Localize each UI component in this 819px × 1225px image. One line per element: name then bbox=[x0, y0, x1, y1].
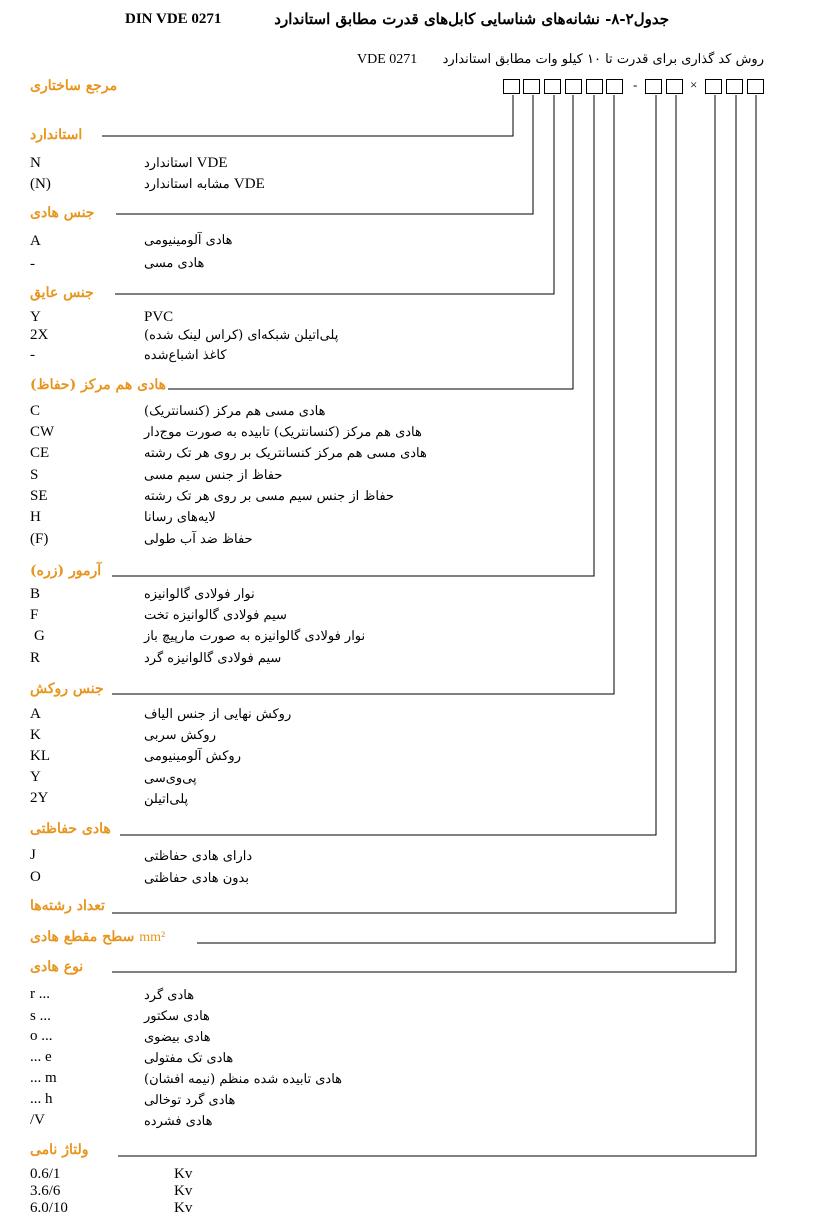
code-value: J bbox=[30, 847, 36, 863]
code-description: هادی گرد توخالی bbox=[144, 1093, 236, 1108]
code-times-separator: × bbox=[690, 77, 698, 92]
code-value: (N) bbox=[30, 176, 51, 192]
code-description: نوار فولادی گالوانیزه bbox=[144, 587, 255, 602]
code-value: 2Y bbox=[30, 790, 49, 806]
section-heading: جنس عایق bbox=[30, 285, 94, 301]
section-heading: جنس روکش bbox=[30, 681, 104, 697]
section-heading: تعداد رشته‌ها bbox=[30, 898, 105, 914]
code-dash-separator: - bbox=[633, 77, 638, 92]
code-value: N bbox=[30, 155, 41, 171]
code-description: روکش سربی bbox=[144, 728, 216, 743]
code-value: r ... bbox=[30, 986, 50, 1002]
section-heading: هادی هم مرکز (حفاظ) bbox=[30, 377, 166, 393]
code-value: (F) bbox=[30, 531, 49, 547]
code-description: پلی‌اتیلن bbox=[144, 792, 189, 807]
section-heading: mm² سطح مقطع هادی bbox=[30, 929, 166, 945]
code-description: Kv bbox=[174, 1166, 193, 1182]
section-heading: نوع هادی bbox=[30, 959, 84, 975]
code-value: - bbox=[30, 256, 35, 272]
code-value: ... e bbox=[30, 1049, 52, 1065]
connector-voltage bbox=[118, 95, 756, 1156]
section-heading: جنس هادی bbox=[30, 205, 95, 221]
table-title: جدول۲-۸- نشانه‌های شناسایی کابل‌های قدرت مطابق استاندارد bbox=[274, 10, 669, 28]
section-heading: ولتاژ نامی bbox=[30, 1142, 89, 1158]
code-description: هادی مسی هم مرکز کنسانتریک بر روی هر تک رشته bbox=[144, 446, 427, 461]
code-value: SE bbox=[30, 488, 48, 504]
code-description: حفاظ از جنس سیم مسی bbox=[144, 468, 283, 483]
code-description: هادی تک مفتولی bbox=[144, 1051, 234, 1066]
code-description: Kv bbox=[174, 1200, 193, 1216]
code-value: CW bbox=[30, 424, 55, 440]
code-description: هادی بیضوی bbox=[144, 1030, 211, 1045]
code-value: 2X bbox=[30, 327, 49, 343]
code-description: هادی تابیده شده منظم (نیمه افشان) bbox=[144, 1072, 343, 1087]
code-value: S bbox=[30, 467, 39, 483]
code-value: - bbox=[30, 347, 35, 363]
code-value: 0.6/1 bbox=[30, 1166, 61, 1182]
code-value: 6.0/10 bbox=[30, 1200, 68, 1216]
code-description: پی‌وی‌سی bbox=[144, 771, 197, 786]
code-value: ... m bbox=[30, 1070, 57, 1086]
connector-cross-section bbox=[197, 95, 715, 943]
structural-reference-label: مرجع ساختاری bbox=[30, 78, 118, 94]
code-description: روکش نهایی از جنس الیاف bbox=[144, 707, 292, 722]
code-value: B bbox=[30, 586, 41, 602]
code-description: هادی مسی bbox=[144, 256, 205, 271]
code-value: /V bbox=[30, 1112, 45, 1128]
code-value: G bbox=[34, 628, 45, 644]
section-heading: استاندارد bbox=[30, 127, 83, 143]
code-description: هادی آلومینیومی bbox=[144, 233, 233, 248]
code-description: Kv bbox=[174, 1183, 193, 1199]
code-description: روکش آلومینیومی bbox=[144, 749, 241, 764]
code-description: سیم فولادی گالوانیزه گرد bbox=[144, 651, 282, 666]
code-description: هادی فشرده bbox=[144, 1114, 213, 1129]
code-description: VDE استاندارد bbox=[144, 155, 228, 171]
coding-intro-standard: VDE 0271 bbox=[357, 52, 418, 67]
section-heading: آرمور (زره) bbox=[30, 563, 102, 579]
code-description: کاغذ اشباع‌شده bbox=[144, 348, 227, 363]
code-value: K bbox=[30, 727, 41, 743]
table-title-standard: DIN VDE 0271 bbox=[125, 11, 222, 27]
code-value: CE bbox=[30, 445, 50, 461]
section-heading: هادی حفاظتی bbox=[30, 821, 111, 837]
code-description: لایه‌های رسانا bbox=[144, 510, 216, 525]
code-value: A bbox=[30, 233, 41, 249]
code-description: حفاظ از جنس سیم مسی بر روی هر تک رشته bbox=[144, 489, 394, 504]
code-value: Y bbox=[30, 309, 41, 325]
code-description: PVC bbox=[144, 309, 174, 325]
code-value: A bbox=[30, 706, 41, 722]
connector-standard bbox=[102, 95, 513, 136]
code-description: پلی‌اتیلن شبکه‌ای (کراس لینک شده) bbox=[144, 328, 339, 343]
code-description: نوار فولادی گالوانیزه به صورت مارپیچ باز bbox=[144, 629, 366, 644]
code-value: C bbox=[30, 403, 41, 419]
code-value: H bbox=[30, 509, 41, 525]
code-description: حفاظ ضد آب طولی bbox=[144, 532, 253, 547]
code-value: o ... bbox=[30, 1028, 53, 1044]
coding-intro: روش کد گذاری برای قدرت تا ۱۰ کیلو وات مطابق استاندارد bbox=[442, 52, 764, 67]
code-value: Y bbox=[30, 769, 41, 785]
code-description: هادی سکتور bbox=[144, 1009, 210, 1024]
code-value: F bbox=[30, 607, 39, 623]
code-value: 3.6/6 bbox=[30, 1183, 61, 1199]
connector-core-count bbox=[112, 95, 676, 913]
code-value: R bbox=[30, 650, 41, 666]
code-description: هادی مسی هم مرکز (کنسانتریک) bbox=[144, 404, 326, 419]
code-description: هادی هم مرکز (کنسانتریک) تابیده به صورت موج‌دار bbox=[144, 425, 422, 440]
code-description: سیم فولادی گالوانیزه تخت bbox=[144, 608, 287, 623]
code-value: ... h bbox=[30, 1091, 53, 1107]
code-value: KL bbox=[30, 748, 50, 764]
code-description: VDE مشابه استاندارد bbox=[144, 176, 265, 192]
connector-protective bbox=[120, 95, 656, 835]
code-description: هادی گرد bbox=[144, 988, 195, 1003]
code-value: O bbox=[30, 869, 41, 885]
code-description: بدون هادی حفاظتی bbox=[144, 871, 249, 886]
code-value: s ... bbox=[30, 1008, 51, 1024]
code-description: دارای هادی حفاظتی bbox=[144, 849, 253, 864]
